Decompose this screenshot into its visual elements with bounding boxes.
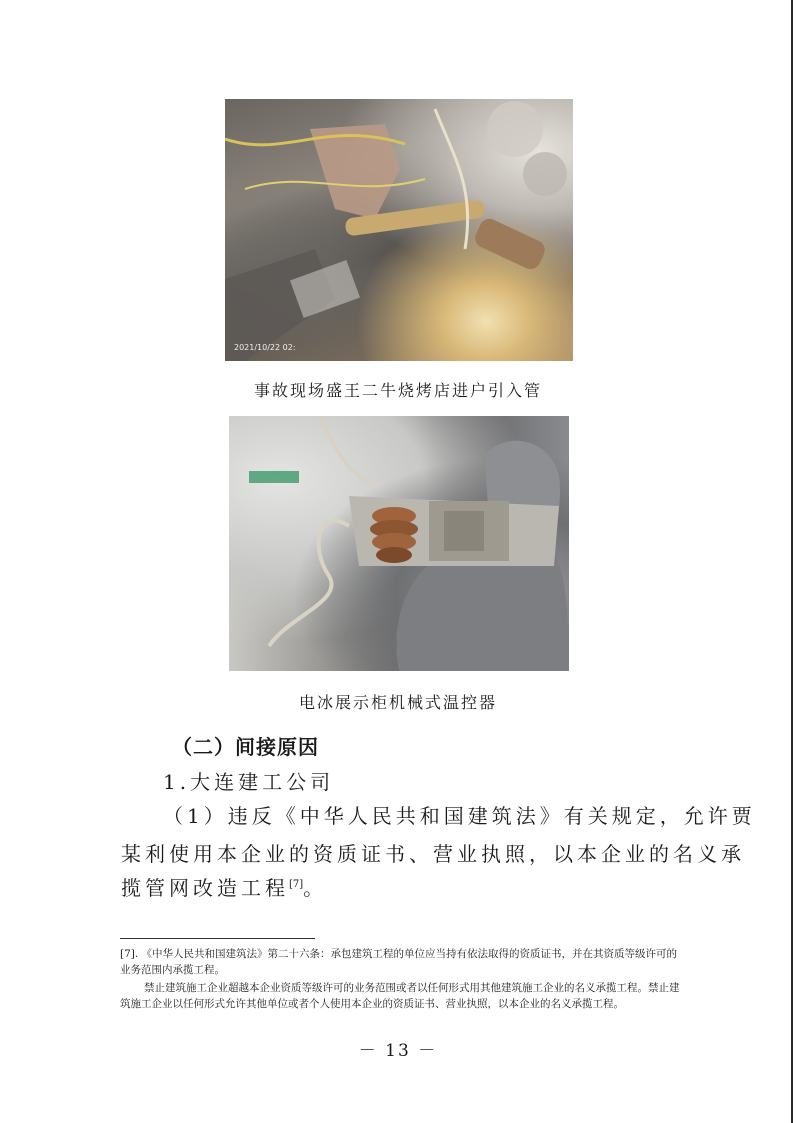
paragraph-line-3-end: 。 xyxy=(303,876,328,900)
thermostat-photo xyxy=(229,416,569,671)
photo-timestamp: 2021/10/22 02: xyxy=(234,343,296,352)
footnote-paragraph-2: 禁止建筑施工企业超越本企业资质等级许可的业务范围或者以任何形式用其他建筑施工企业的名义承揽工程。禁止建筑施工企业以任何形式允许其他单位或者个人使用本企业的资质证书、营业执照，以本企业的名义承揽工程。 xyxy=(120,982,680,1010)
accident-site-photo xyxy=(225,99,573,361)
thermostat-illustration xyxy=(229,416,569,671)
paragraph-line-3 xyxy=(121,872,327,901)
page-edge-line xyxy=(791,0,793,1123)
footnote-ref[interactable]: [7] xyxy=(289,879,304,890)
item-title: 1.大连建工公司 xyxy=(163,770,335,794)
photo1-caption: 事故现场盛王二牛烧烤店进户引入管 xyxy=(253,381,542,400)
copper-coil xyxy=(370,507,418,563)
paragraph-line-1: （1）违反《中华人民共和国建筑法》有关规定，允许贾 xyxy=(163,804,756,828)
section-heading: （二）间接原因 xyxy=(172,735,319,759)
page-number: － 13 － xyxy=(358,1041,438,1061)
footnote-divider xyxy=(120,938,315,939)
photo2-caption: 电冰展示柜机械式温控器 xyxy=(298,693,497,712)
accident-site-illustration xyxy=(225,99,573,361)
paragraph-line-2: 某利使用本企业的资质证书、营业执照，以本企业的名义承 xyxy=(121,842,745,866)
paragraph-line-3-text: 揽管网改造工程 xyxy=(121,876,289,900)
footnote-paragraph-1: [7]. 《中华人民共和国建筑法》第二十六条：承包建筑工程的单位应当持有依法取得的资质证书，并在其资质等级许可的业务范围内承揽工程。 xyxy=(120,948,678,976)
